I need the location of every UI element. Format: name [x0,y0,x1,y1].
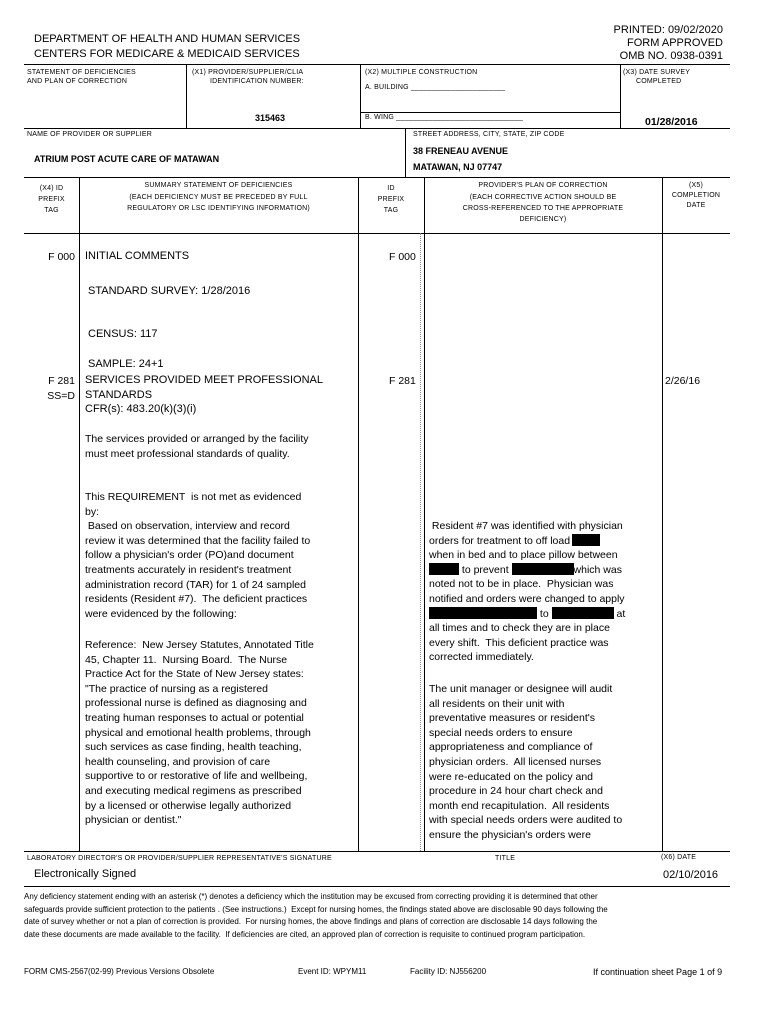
rule [24,177,730,178]
x4-header-2: PREFIX [38,196,65,203]
x4-header-3: TAG [44,207,59,214]
provider-name-label: NAME OF PROVIDER OR SUPPLIER [27,131,153,138]
redacted-block [552,607,614,619]
deficiency-title-2: STANDARDS [85,389,153,401]
plan-text: orders for treatment to off load [429,534,571,547]
plan-line: all times and to check they are in place [429,622,610,635]
deficiency-title: SERVICES PROVIDED MEET PROFESSIONAL [85,374,323,386]
cfr-reference: CFR(s): 483.20(k)(3)(i) [85,403,197,415]
event-id: Event ID: WPYM11 [298,967,367,976]
date-label: (X6) DATE [661,854,697,861]
signature-label: LABORATORY DIRECTOR'S OR PROVIDER/SUPPLIER REPRESENTATIVE'S SIGNATURE [27,855,332,862]
plan-line: notified and orders were changed to apply [429,592,625,605]
plan-line: corrected immediately. [429,651,534,664]
city-state-zip: MATAWAN, NJ 07747 [413,162,503,172]
agency-name: CENTERS FOR MEDICARE & MEDICAID SERVICES [34,48,300,60]
x3-label: (X3) DATE SURVEY [623,69,691,76]
redacted-block [572,534,600,546]
provider-name: ATRIUM POST ACUTE CARE OF MATAWAN [34,154,220,164]
id-header-2: PREFIX [377,196,405,203]
plan-line: when in bed and to place pillow between [429,549,618,562]
plan-text: at [616,607,626,620]
x1-label: (X1) PROVIDER/SUPPLIER/CLIA [192,69,304,76]
rule [424,177,425,851]
street-address: 38 FRENEAU AVENUE [413,146,509,156]
plan-text: to [539,607,549,620]
x5-header-3: DATE [686,202,706,209]
plan-line: noted not to be in place. Physician was [429,578,614,591]
plan-line [429,607,625,622]
statement-label: STATEMENT OF DEFICIENCIES [27,69,136,76]
building-label: A. BUILDING _______________________ [365,84,506,91]
id-header: ID [387,185,395,192]
id-header-3: TAG [383,207,399,214]
survey-date: 01/28/2016 [645,116,698,128]
plan-text: to prevent [459,563,509,576]
rule [79,177,80,851]
rule [24,886,730,887]
rule [420,233,421,851]
redacted-block [512,563,574,575]
signature-value: Electronically Signed [34,868,137,880]
requirement-text: The services provided or arranged by the facility must meet professional standards of quality. [85,433,309,460]
redacted-block [429,607,537,619]
redacted-block [429,563,459,575]
rule [360,112,620,113]
provider-id-number: 315463 [255,113,286,123]
plan-of-correction [429,519,625,665]
reference-text: Reference: New Jersey Statutes, Annotated Title 45, Chapter 11. Nursing Board. The Nurse Practice Act for the State of New Jersey states: "The practice of nursing as a registered professional nurse is defined as diagnosing and treating human responses to actual or potential physical and emotional health problems, through such services as case finding, health teaching, health counseling, and provision of care supportive to or restorative of life and wellbeing, and executing medical regimens as prescribed by a licensed or otherwise legally authorized physician or dentist." [85,639,314,827]
summary-header: SUMMARY STATEMENT OF DEFICIENCIES [144,182,293,189]
x5-header-2: COMPLETION [671,192,721,199]
x3-label-2: COMPLETED [636,78,682,85]
x4-header: (X4) ID [39,185,64,192]
wing-label: B. WING _______________________________ [365,114,524,121]
x1-label-2: IDENTIFICATION NUMBER: [210,78,304,85]
omb-number: OMB NO. 0938-0391 [619,50,723,62]
rule [620,64,621,128]
tag-f000-right: F 000 [389,251,416,263]
rule [24,851,730,852]
plan-line: every shift. This deficient practice was [429,636,609,649]
rule [360,64,361,128]
department-name: DEPARTMENT OF HEALTH AND HUMAN SERVICES [34,33,301,45]
form-number: FORM CMS-2567(02-99) Previous Versions Obsolete [24,967,215,976]
plan-line [429,563,625,578]
completion-date: 2/26/16 [665,375,701,387]
statement-label-2: AND PLAN OF CORRECTION [27,78,128,85]
form-approved: FORM APPROVED [627,37,723,49]
x2-label: (X2) MULTIPLE CONSTRUCTION [365,69,478,76]
standard-survey: STANDARD SURVEY: 1/28/2016 [88,285,251,297]
facility-id: Facility ID: NJ556200 [410,967,487,976]
rule [24,128,730,129]
plan-line [429,534,625,549]
plan-header-3: CROSS-REFERENCED TO THE APPROPRIATE [462,205,624,212]
rule [662,177,663,851]
plan-header-4: DEFICIENCY) [519,216,567,223]
title-label: TITLE [495,855,516,862]
rule [405,128,406,177]
scope-severity: SS=D [47,390,75,402]
rule [358,177,359,851]
printed-date: PRINTED: 09/02/2020 [613,24,723,36]
sample: SAMPLE: 24+1 [88,358,164,370]
plan-header-2: (EACH CORRECTIVE ACTION SHOULD BE [469,194,617,201]
census: CENSUS: 117 [88,328,158,340]
rule [24,64,730,65]
summary-header-2: (EACH DEFICIENCY MUST BE PRECEDED BY FULL [129,194,308,201]
tag-f281-right: F 281 [389,375,416,387]
findings-text: This REQUIREMENT is not met as evidenced by: Based on observation, interview and record review it was determined that the facility failed to follow a physician's order (PO)and document treatments accurately in resident's treatment administration record (TAR) for 1 of 24 sampled residents (Resident #7). The deficient practices were evidenced by the following: [85,491,311,620]
plan-header: PROVIDER'S PLAN OF CORRECTION [478,182,608,189]
street-address-label: STREET ADDRESS, CITY, STATE, ZIP CODE [413,131,565,138]
disclaimer-text: Any deficiency statement ending with an asterisk (*) denotes a deficiency which the institution may be excused from correcting providing it is determined that other safeguards provide sufficient protection to the patients . (See instructions.) Except for nursing homes, the findings stated above are disclosable 90 days following the date of survey whether or not a plan of correction is provided. For nursing homes, the above findings and plans of correction are disclosable 14 days following the date these documents are made available to the facility. If deficiencies are cited, an approved plan of correction is requisite to continued program participation. [24,892,608,939]
plan-text: which was [573,563,622,576]
summary-header-3: REGULATORY OR LSC IDENTIFYING INFORMATION) [127,205,310,212]
rule [24,233,730,234]
tag-f000-left: F 000 [48,251,75,263]
signature-date: 02/10/2016 [663,869,719,881]
x5-header: (X5) [688,182,704,189]
page-number: If continuation sheet Page 1 of 9 [593,967,723,977]
plan-audit-text: The unit manager or designee will audit all residents on their unit with preventative measures or resident's special needs orders to ensure appropriateness and compliance of physician orders. All licensed nurses were re-educated on the policy and procedure in 24 hour chart check and month end recapitulation. All residents with special needs orders were audited to ensure the physician's orders were [429,683,623,841]
initial-comments: INITIAL COMMENTS [85,250,190,262]
tag-f281-left: F 281 [48,375,75,387]
plan-line: Resident #7 was identified with physician [429,520,623,532]
rule [186,64,187,128]
